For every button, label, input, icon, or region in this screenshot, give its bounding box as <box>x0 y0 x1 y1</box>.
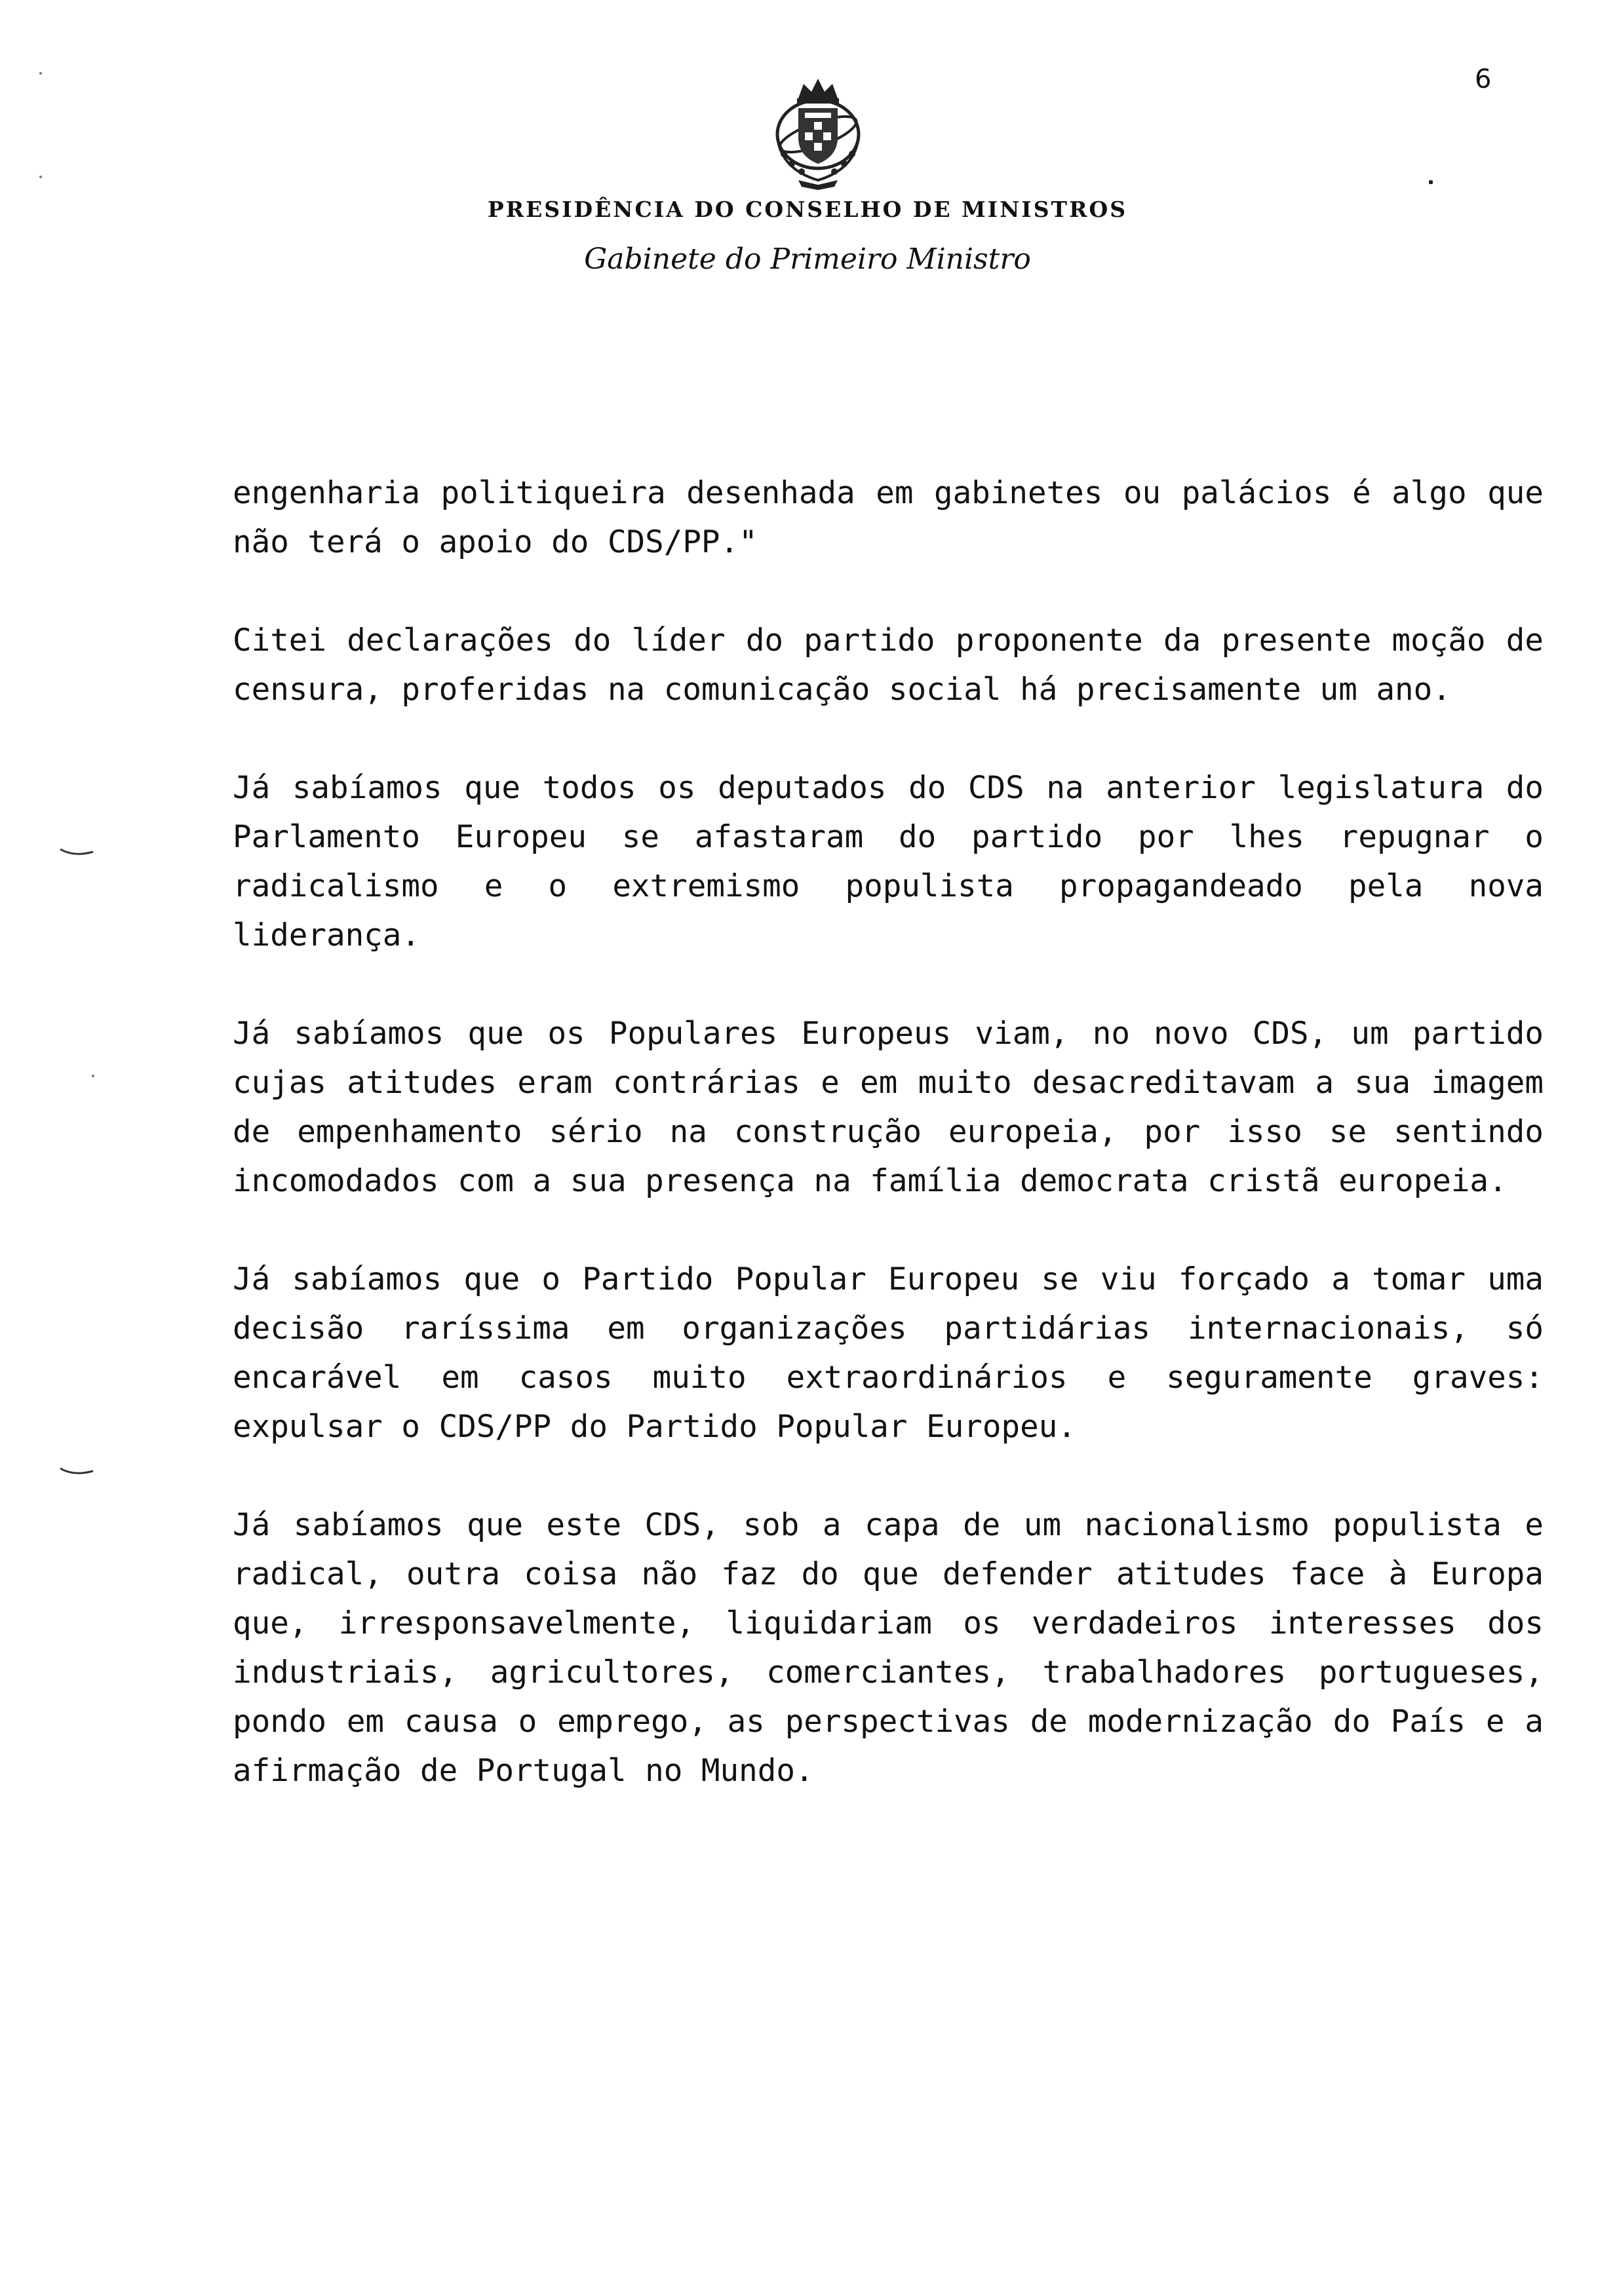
page-number: 6 <box>1475 64 1492 94</box>
scan-speck <box>39 176 42 178</box>
punch-mark <box>58 1464 97 1478</box>
office-name: Gabinete do Primeiro Ministro <box>584 242 1031 276</box>
paragraph: Já sabíamos que todos os deputados do CDS na anterior legislatura do Parlamento Europeu se afastaram do partido por lhes repugnar o radicalismo e o extremismo populista propagandeado pela nova liderança. <box>233 770 1544 953</box>
coat-of-arms-icon <box>752 72 884 190</box>
paragraph: Já sabíamos que o Partido Popular Europeu se viu forçado a tomar uma decisão raríssima em organizações partidárias internacionais, só encarável em casos muito extraordinários e seguramente graves: expulsar o CDS/PP do Partido Popular Europeu. <box>233 1261 1544 1445</box>
scan-speck <box>1429 180 1433 184</box>
document-body <box>233 469 1544 1845</box>
paragraph: Citei declarações do líder do partido proponente da presente moção de censura, proferidas na comunicação social há precisamente um ano. <box>233 622 1544 708</box>
paragraph: Já sabíamos que os Populares Europeus viam, no novo CDS, um partido cujas atitudes eram contrárias e em muito desacreditavam a sua imagem de empenhamento sério na construção europeia, por isso se sentindo incomodados com a sua presença na família democrata cristã europeia. <box>233 1016 1544 1199</box>
paragraph: Já sabíamos que este CDS, sob a capa de um nacionalismo populista e radical, outra coisa não faz do que defender atitudes face à Europa que, irresponsavelmente, liquidariam os verdadeiros interesses dos industriais, agricultores, comerciantes, trabalhadores portugueses, pondo em causa o emprego, as perspectivas de modernização do País e a afirmação de Portugal no Mundo. <box>233 1507 1544 1789</box>
scan-speck <box>92 1075 94 1077</box>
scan-speck <box>39 72 42 75</box>
organization-name: PRESIDÊNCIA DO CONSELHO DE MINISTROS <box>487 197 1128 222</box>
paragraph: engenharia politiqueira desenhada em gabinetes ou palácios é algo que não terá o apoio do CDS/PP." <box>233 475 1544 560</box>
punch-mark <box>58 845 97 858</box>
